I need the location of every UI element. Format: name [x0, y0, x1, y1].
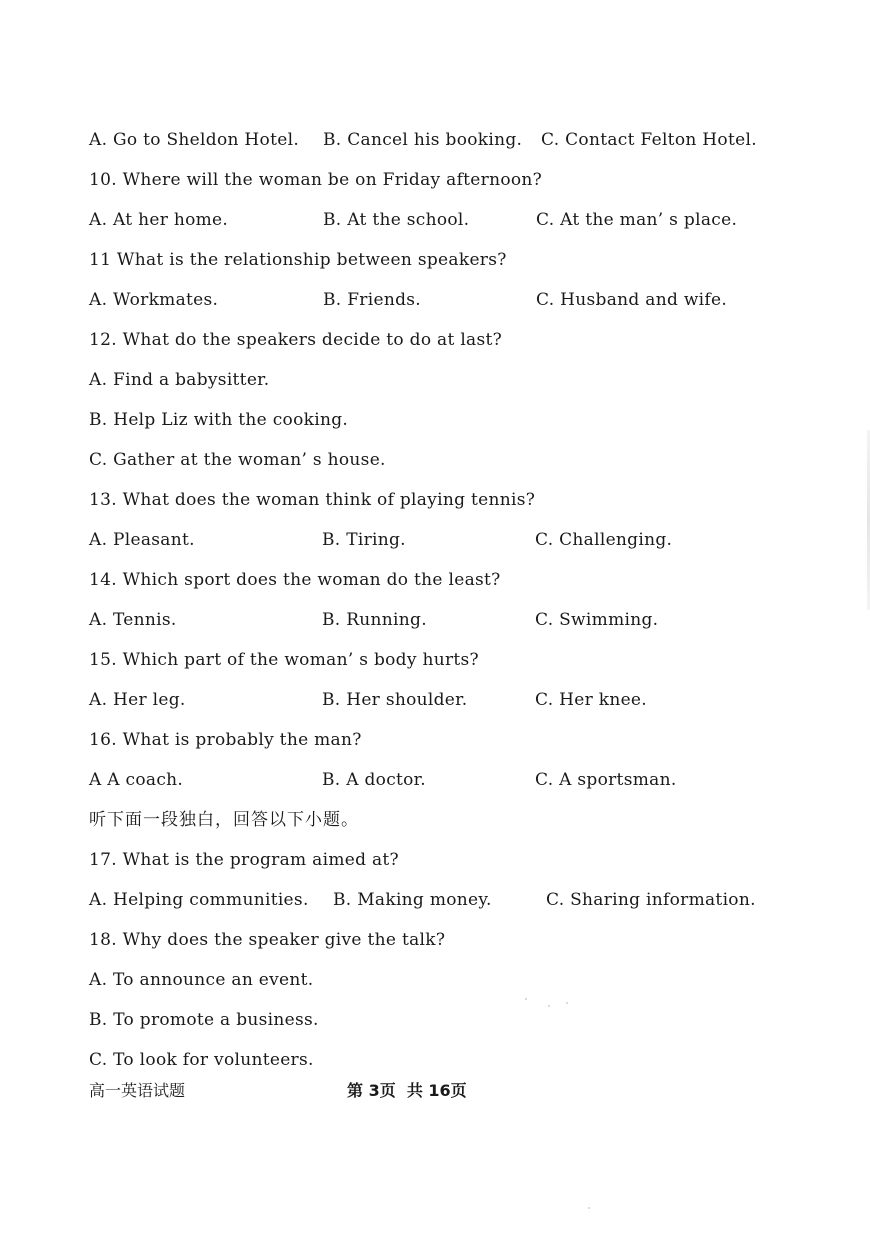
option-12c: C. Gather at the woman’ s house.: [89, 450, 386, 470]
option-a: A. Go to Sheldon Hotel.: [89, 130, 300, 150]
option-18a: A. To announce an event.: [89, 970, 314, 990]
subject-label: 高一英语试题: [89, 1081, 186, 1100]
option-18b: B. To promote a business.: [89, 1010, 319, 1030]
option-c: C. Her knee.: [535, 690, 647, 710]
question-13: 13. What does the woman think of playing tennis?: [89, 490, 536, 510]
option-b: B. At the school.: [323, 210, 470, 230]
option-b: B. Running.: [322, 610, 427, 630]
question-16: 16. What is probably the man?: [89, 730, 362, 750]
option-12b: B. Help Liz with the cooking.: [89, 410, 349, 430]
option-b: B. Making money.: [333, 890, 492, 910]
options-q9: [89, 125, 757, 155]
option-c: C. Sharing information.: [546, 890, 756, 910]
scan-speck: [525, 998, 527, 1000]
scan-speck: [548, 1005, 550, 1007]
option-a: A. Her leg.: [89, 690, 186, 710]
option-a: A. Helping communities.: [89, 890, 309, 910]
option-a: A. Workmates.: [89, 290, 219, 310]
options-q15: [89, 685, 647, 715]
option-a: A. At her home.: [89, 210, 229, 230]
options-q14: [89, 605, 659, 635]
scan-speck: [566, 1002, 568, 1004]
option-c: C. Husband and wife.: [536, 290, 728, 310]
option-b: B. Tiring.: [322, 530, 406, 550]
options-q17: [89, 885, 756, 915]
option-c: C. Swimming.: [535, 610, 659, 630]
question-14: 14. Which sport does the woman do the least?: [89, 570, 501, 590]
option-c: C. A sportsman.: [535, 770, 677, 790]
question-11: 11 What is the relationship between speakers?: [89, 250, 507, 270]
option-b: B. Cancel his booking.: [323, 130, 523, 150]
question-15: 15. Which part of the woman’ s body hurts?: [89, 650, 479, 670]
option-a: A A coach.: [89, 770, 184, 790]
question-12: 12. What do the speakers decide to do at last?: [89, 330, 503, 350]
option-a: A. Tennis.: [89, 610, 177, 630]
question-17: 17. What is the program aimed at?: [89, 850, 399, 870]
option-c: C. Challenging.: [535, 530, 673, 550]
page-footer: [89, 1078, 789, 1104]
option-18c: C. To look for volunteers.: [89, 1050, 314, 1070]
option-c: C. Contact Felton Hotel.: [541, 130, 757, 150]
page-number: 第 3页 共 16页: [347, 1081, 467, 1100]
option-a: A. Pleasant.: [89, 530, 195, 550]
option-b: B. A doctor.: [322, 770, 426, 790]
question-18: 18. Why does the speaker give the talk?: [89, 930, 446, 950]
option-c: C. At the man’ s place.: [536, 210, 738, 230]
option-b: B. Her shoulder.: [322, 690, 468, 710]
option-12a: A. Find a babysitter.: [89, 370, 270, 390]
scan-speck: [588, 1207, 590, 1209]
section-instruction: 听下面一段独白，回答以下小题。: [89, 810, 359, 830]
options-q10: [89, 205, 738, 235]
options-q11: [89, 285, 728, 315]
options-q16: [89, 765, 677, 795]
question-10: 10. Where will the woman be on Friday afternoon?: [89, 170, 543, 190]
options-q13: [89, 525, 673, 555]
option-b: B. Friends.: [323, 290, 421, 310]
